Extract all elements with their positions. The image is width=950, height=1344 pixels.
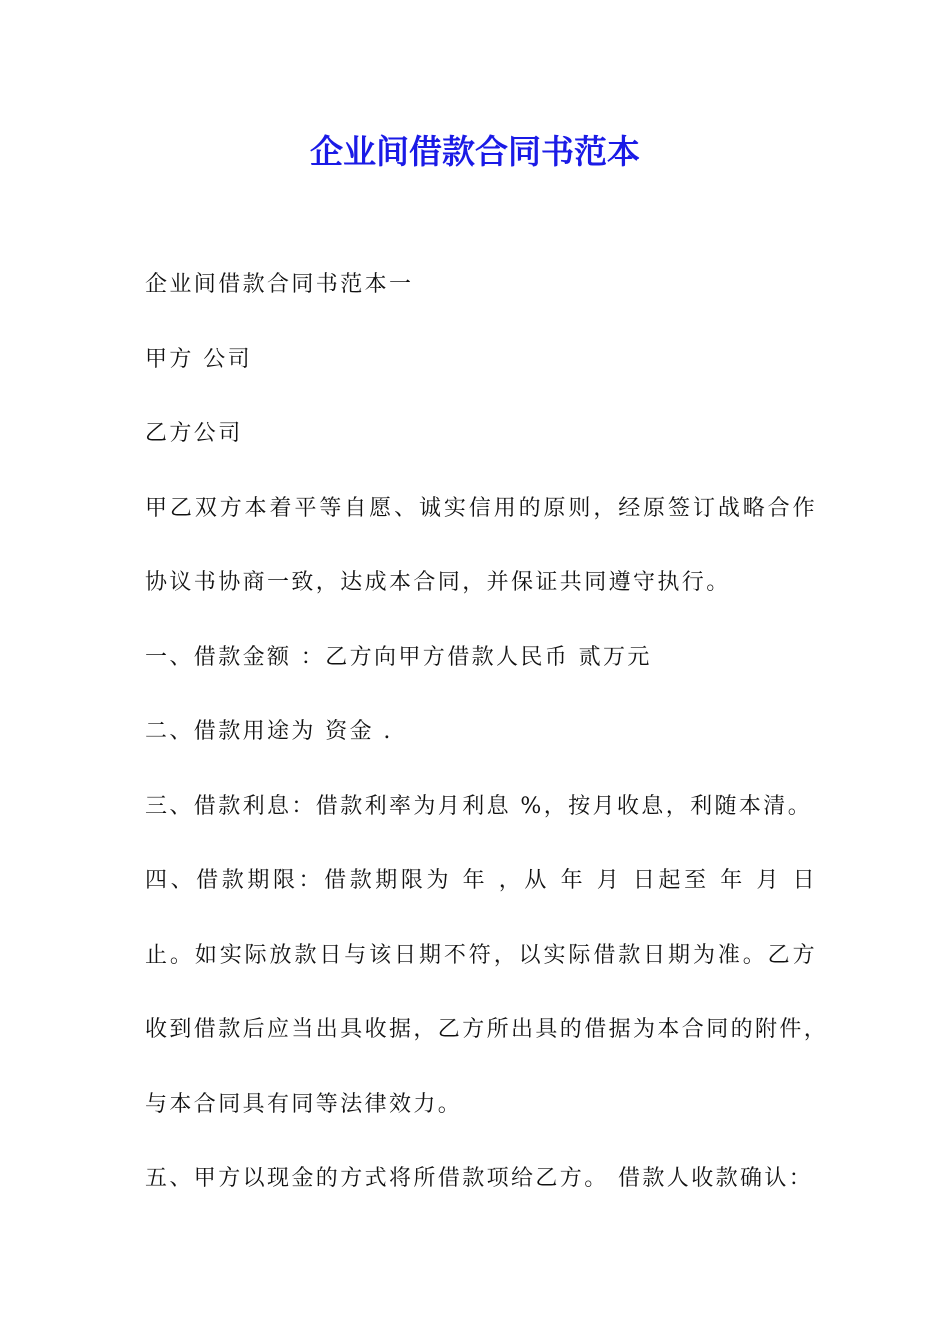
document-title: 企业间借款合同书范本 <box>310 132 640 171</box>
clause-5-payment: 五、甲方以现金的方式将所借款项给乙方。 借款人收款确认： <box>145 1166 814 1191</box>
party-a-line: 甲方 公司 <box>145 346 252 372</box>
party-b-line: 乙方公司 <box>145 421 243 446</box>
clause-2-purpose: 二、借款用途为 资金 . <box>145 719 393 744</box>
preamble-line-1: 甲乙双方本着平等自愿、诚实信用的原则，经原签订战略合作 <box>145 495 817 521</box>
clause-4-term-line-2: 止。如实际放款日与该日期不符，以实际借款日期为准。乙方 <box>145 942 817 968</box>
clause-4-term-line-4: 与本合同具有同等法律效力。 <box>145 1091 463 1117</box>
clause-1-amount: 一、借款金额 ：乙方向甲方借款人民币 贰万元 <box>145 644 652 670</box>
clause-4-term-line-3: 收到借款后应当出具收据，乙方所出具的借据为本合同的附件， <box>145 1017 829 1042</box>
preamble-line-2: 协议书协商一致，达成本合同，并保证共同遵守执行。 <box>145 570 731 595</box>
document-body <box>145 262 829 1231</box>
clause-4-term-line-1: 四、借款期限：借款期限为 年 ，从 年 月 日起至 年 月 日 <box>145 868 817 893</box>
clause-3-interest: 三、借款利息：借款利率为月利息 %，按月收息，利随本清。 <box>145 793 813 819</box>
section-heading: 企业间借款合同书范本一 <box>145 272 414 297</box>
